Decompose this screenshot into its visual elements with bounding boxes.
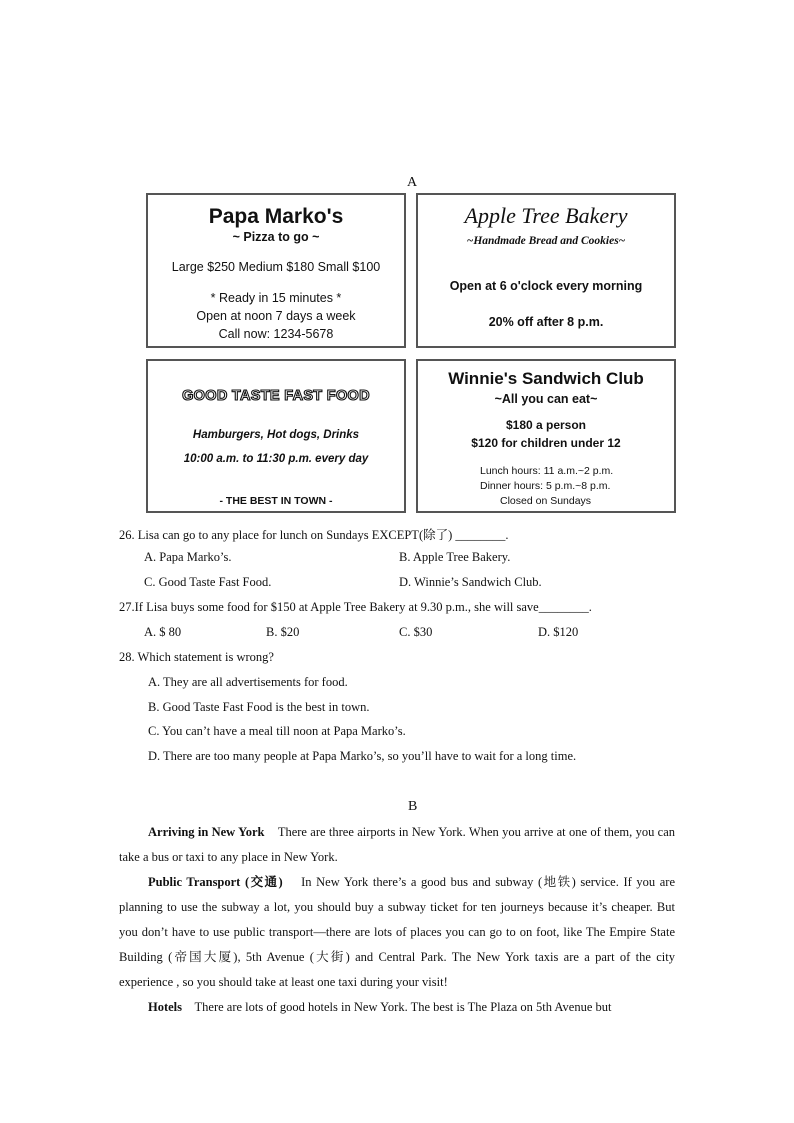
ad-winnie-dinner: Dinner hours: 5 p.m.~8 p.m. — [480, 480, 611, 492]
heading-hotels: Hotels — [148, 1000, 183, 1014]
q27-option-b[interactable]: B. $20 — [266, 625, 300, 639]
text-hotels: There are lots of good hotels in New York. The best is The Plaza on 5th Avenue but — [194, 1000, 612, 1014]
q28-option-c[interactable]: C. You can’t have a meal till noon at Papa Marko’s. — [148, 724, 406, 738]
ad-winnie-price-adult: $180 a person — [505, 418, 587, 432]
question-27: 27.If Lisa buys some food for $150 at Apple Tree Bakery at 9.30 p.m., she will save________. — [119, 600, 592, 614]
q26-option-d[interactable]: D. Winnie’s Sandwich Club. — [399, 575, 542, 589]
ad-apple-tree-bakery — [416, 193, 676, 348]
q27-option-c[interactable]: C. $30 — [399, 625, 433, 639]
ad-winnies-sandwich-club — [416, 359, 676, 513]
section-a-title: A — [407, 175, 418, 190]
heading-transport: Public Transport (交通) — [148, 875, 283, 889]
q28-option-b[interactable]: B. Good Taste Fast Food is the best in town. — [148, 700, 370, 714]
ad-apple-name: Apple Tree Bakery — [464, 203, 628, 228]
ad-good-taste-fast-food — [146, 359, 406, 513]
q26-option-c[interactable]: C. Good Taste Fast Food. — [144, 575, 272, 589]
section-b-title: B — [408, 799, 418, 814]
ad-winnie-lunch: Lunch hours: 11 a.m.~2 p.m. — [480, 465, 614, 477]
heading-arriving: Arriving in New York — [148, 825, 265, 839]
q27-option-a[interactable]: A. $ 80 — [144, 625, 182, 639]
ad-papa-prices: Large $250 Medium $180 Small $100 — [171, 260, 381, 274]
ad-winnie-subtitle: ~All you can eat~ — [494, 392, 598, 406]
text-arriving: There are three airports in New York. When you arrive at one of them, you can take a bus or taxi to any place in New York. — [119, 825, 675, 864]
ad-winnie-closed: Closed on Sundays — [500, 495, 592, 507]
ad-papa-markos — [146, 193, 406, 348]
paragraph-transport — [119, 870, 675, 995]
question-26: 26. Lisa can go to any place for lunch on Sundays EXCEPT(除了) ________. — [119, 528, 509, 542]
ad-apple-subtitle: ~Handmade Bread and Cookies~ — [466, 235, 626, 247]
ad-papa-name: Papa Marko's — [208, 205, 344, 228]
paragraph-arriving — [119, 820, 675, 870]
ad-apple-discount: 20% off after 8 p.m. — [488, 315, 604, 329]
ad-goodtaste-hours: 10:00 a.m. to 11:30 p.m. every day — [183, 453, 369, 465]
q26-option-b[interactable]: B. Apple Tree Bakery. — [399, 550, 511, 564]
paragraph-hotels — [119, 995, 675, 1020]
ad-winnie-name: Winnie's Sandwich Club — [448, 369, 644, 388]
q27-option-d[interactable]: D. $120 — [538, 625, 579, 639]
ad-goodtaste-name: GOOD TASTE FAST FOOD — [182, 388, 370, 404]
ad-winnie-price-child: $120 for children under 12 — [471, 436, 621, 450]
ad-papa-subtitle: ~ Pizza to go ~ — [232, 230, 320, 244]
question-28: 28. Which statement is wrong? — [119, 650, 274, 664]
text-transport: In New York there’s a good bus and subway (地铁) service. If you are planning to use the subway a lot, you should buy a subway ticket for ten journeys because it’s cheaper. But you don’t have to use public transport—there are lots of places you can go to on foot, like The Empire State Building (帝国大厦), 5th Avenue (大街) and Central Park. The New York taxis are a part of the city experience , so you should take at least one taxi during your visit! — [119, 875, 675, 989]
q28-option-a[interactable]: A. They are all advertisements for food. — [148, 675, 348, 689]
q26-option-a[interactable]: A. Papa Marko’s. — [144, 550, 232, 564]
section-b-passage — [119, 820, 675, 1020]
ad-goodtaste-items: Hamburgers, Hot dogs, Drinks — [192, 429, 360, 441]
ad-papa-call: Call now: 1234-5678 — [218, 327, 334, 341]
q28-option-d[interactable]: D. There are too many people at Papa Marko’s, so you’ll have to wait for a long time. — [148, 749, 577, 763]
ad-papa-ready: * Ready in 15 minutes * — [210, 291, 342, 305]
ad-papa-hours: Open at noon 7 days a week — [196, 309, 356, 323]
ad-goodtaste-slogan: - THE BEST IN TOWN - — [219, 495, 333, 507]
ad-apple-open: Open at 6 o'clock every morning — [449, 279, 643, 293]
